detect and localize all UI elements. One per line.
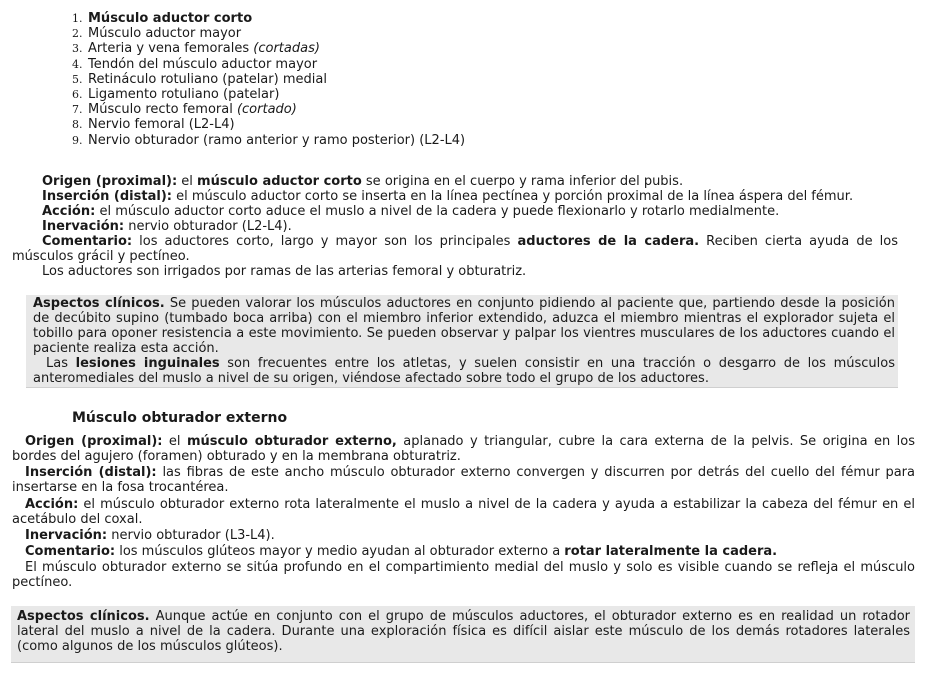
- list-number: 4.: [72, 57, 83, 71]
- comment-text: los músculos glúteos mayor y medio ayudan al obturador externo a: [115, 544, 565, 559]
- comment-paragraph-1: [12, 234, 898, 264]
- clinical-text: Aunque actúe en conjunto con el grupo de músculos aductores, el obturador externo es en realidad un rotador lateral del muslo a nivel de la cadera. Durante una exploración física es difícil aislar este músculo de los demás rotadores laterales (como algunos de los músculos glúteos).: [17, 609, 910, 654]
- innervation-text: nervio obturador (L2-L4).: [124, 219, 292, 234]
- list-number: 8.: [72, 118, 83, 132]
- clinical-paragraph: [33, 296, 895, 356]
- list-text-main: Arteria y vena femorales: [88, 41, 254, 57]
- list-item: [72, 133, 465, 148]
- list-text: Tendón del músculo aductor mayor: [88, 56, 318, 72]
- innervation-label: Inervación:: [25, 528, 108, 543]
- action-label: Acción:: [42, 204, 96, 219]
- origin-paragraph-1: [12, 174, 898, 189]
- clinical-paragraph: [17, 609, 910, 654]
- innervation-label: Inervación:: [42, 219, 125, 234]
- clinical-label: Aspectos clínicos.: [17, 609, 150, 624]
- list-item: [72, 87, 465, 102]
- origin-text: se origina en el cuerpo y rama inferior del pubis.: [361, 174, 684, 189]
- clinical-text: Se pueden valorar los músculos aductores en conjunto pidiendo al paciente que, partiendo desde la posición de decúbito supino (tumbado boca arriba) con el miembro inferior extendido, aduzca el miembro mientras el explorador sujeta el tobillo para oponer resistencia a este movimiento. Se pueden observar y palpar los vientres musculares de los aductores cuando el paciente realiza esta acción.: [33, 296, 895, 356]
- irrigation-paragraph-1: [12, 264, 898, 279]
- clinical-box-1: [26, 295, 898, 388]
- action-text: el músculo obturador externo rota lateralmente el muslo a nivel de la cadera y ayuda a estabilizar la cabeza del fémur en el acetábulo del coxal.: [12, 497, 915, 527]
- list-text-main: Músculo recto femoral: [88, 102, 237, 118]
- origin-text: el: [162, 434, 187, 449]
- comment-label: Comentario:: [25, 544, 116, 559]
- list-text: Músculo aductor mayor: [88, 26, 242, 42]
- list-text: Ligamento rotuliano (patelar): [88, 86, 280, 102]
- list-item: [72, 117, 465, 132]
- origin-paragraph-2: [12, 434, 915, 464]
- list-text: [88, 102, 297, 117]
- action-label: Acción:: [25, 497, 79, 512]
- legend-list: [72, 11, 465, 148]
- comment-emphasis: aductores de la cadera.: [517, 234, 700, 249]
- innervation-paragraph-1: [12, 219, 898, 234]
- comment-paragraph-2: [12, 544, 915, 559]
- section-heading: Músculo obturador externo: [72, 410, 288, 426]
- comment-label: Comentario:: [42, 234, 133, 249]
- clinical-text: Las: [46, 356, 76, 371]
- note-text: El músculo obturador externo se sitúa profundo en el compartimiento medial del muslo y solo es visible cuando se refleja el músculo pectíneo.: [12, 560, 915, 590]
- list-number: 7.: [72, 103, 83, 117]
- list-item: [72, 41, 465, 56]
- origin-text: el: [177, 174, 198, 189]
- list-number: 3.: [72, 42, 83, 56]
- list-text: [88, 41, 320, 56]
- list-text: Nervio femoral (L2-L4): [88, 117, 235, 133]
- list-item: [72, 57, 465, 72]
- list-note: (cortadas): [253, 41, 320, 57]
- origin-label: Origen (proximal):: [42, 174, 178, 189]
- list-item: [72, 26, 465, 41]
- origin-muscle: músculo aductor corto: [197, 174, 362, 189]
- comment-text: Reciben cierta ayuda de los músculos grácil y pectíneo.: [12, 234, 898, 264]
- list-item: [72, 72, 465, 87]
- action-text: el músculo aductor corto aduce el muslo a nivel de la cadera y puede flexionarlo y rotarlo medialmente.: [95, 204, 780, 219]
- list-number: 1.: [72, 12, 83, 25]
- list-number: 5.: [72, 72, 83, 86]
- insertion-paragraph-1: [12, 189, 898, 204]
- insertion-label: Inserción (distal):: [25, 465, 157, 480]
- comment-emphasis: rotar lateralmente la cadera.: [564, 544, 778, 559]
- list-item: [72, 11, 465, 26]
- comment-text: los aductores corto, largo y mayor son los principales: [132, 234, 518, 249]
- list-text: Nervio obturador (ramo anterior y ramo posterior) (L2-L4): [88, 132, 466, 148]
- note-paragraph-2: [12, 560, 915, 590]
- list-number: 6.: [72, 87, 83, 101]
- list-item: [72, 102, 465, 117]
- list-text: Músculo aductor corto: [88, 11, 253, 26]
- irrigation-text: Los aductores son irrigados por ramas de las arterias femoral y obturatriz.: [42, 264, 527, 279]
- clinical-box-2: [11, 606, 915, 663]
- innervation-text: nervio obturador (L3-L4).: [107, 528, 275, 543]
- insertion-text: el músculo aductor corto se inserta en la línea pectínea y porción proximal de la línea áspera del fémur.: [171, 189, 854, 204]
- clinical-paragraph: [33, 356, 895, 386]
- origin-label: Origen (proximal):: [25, 434, 163, 449]
- list-number: 2.: [72, 27, 83, 41]
- insertion-text: las fibras de este ancho músculo obturador externo convergen y discurren por detrás del cuello del fémur para insertarse en la fosa trocantérea.: [12, 465, 915, 495]
- list-number: 9.: [72, 133, 83, 147]
- action-paragraph-1: [12, 204, 898, 219]
- insertion-label: Inserción (distal):: [42, 189, 172, 204]
- list-text: Retináculo rotuliano (patelar) medial: [88, 71, 327, 87]
- insertion-paragraph-2: [12, 465, 915, 495]
- clinical-text: son frecuentes entre los atletas, y suelen consistir en una tracción o desgarro de los músculos anteromediales del muslo a nivel de su origen, viéndose afectado sobre todo el grupo de los aductores.: [33, 356, 895, 386]
- list-note: (cortado): [236, 102, 297, 118]
- clinical-emphasis: lesiones inguinales: [75, 356, 220, 371]
- action-paragraph-2: [12, 497, 915, 527]
- origin-muscle: músculo obturador externo,: [186, 434, 397, 449]
- clinical-label: Aspectos clínicos.: [33, 296, 165, 311]
- origin-text: aplanado y triangular, cubre la cara externa de la pelvis. Se origina en los bordes del agujero (foramen) obturado y en la membrana obturatriz.: [12, 434, 916, 464]
- innervation-paragraph-2: [12, 528, 915, 543]
